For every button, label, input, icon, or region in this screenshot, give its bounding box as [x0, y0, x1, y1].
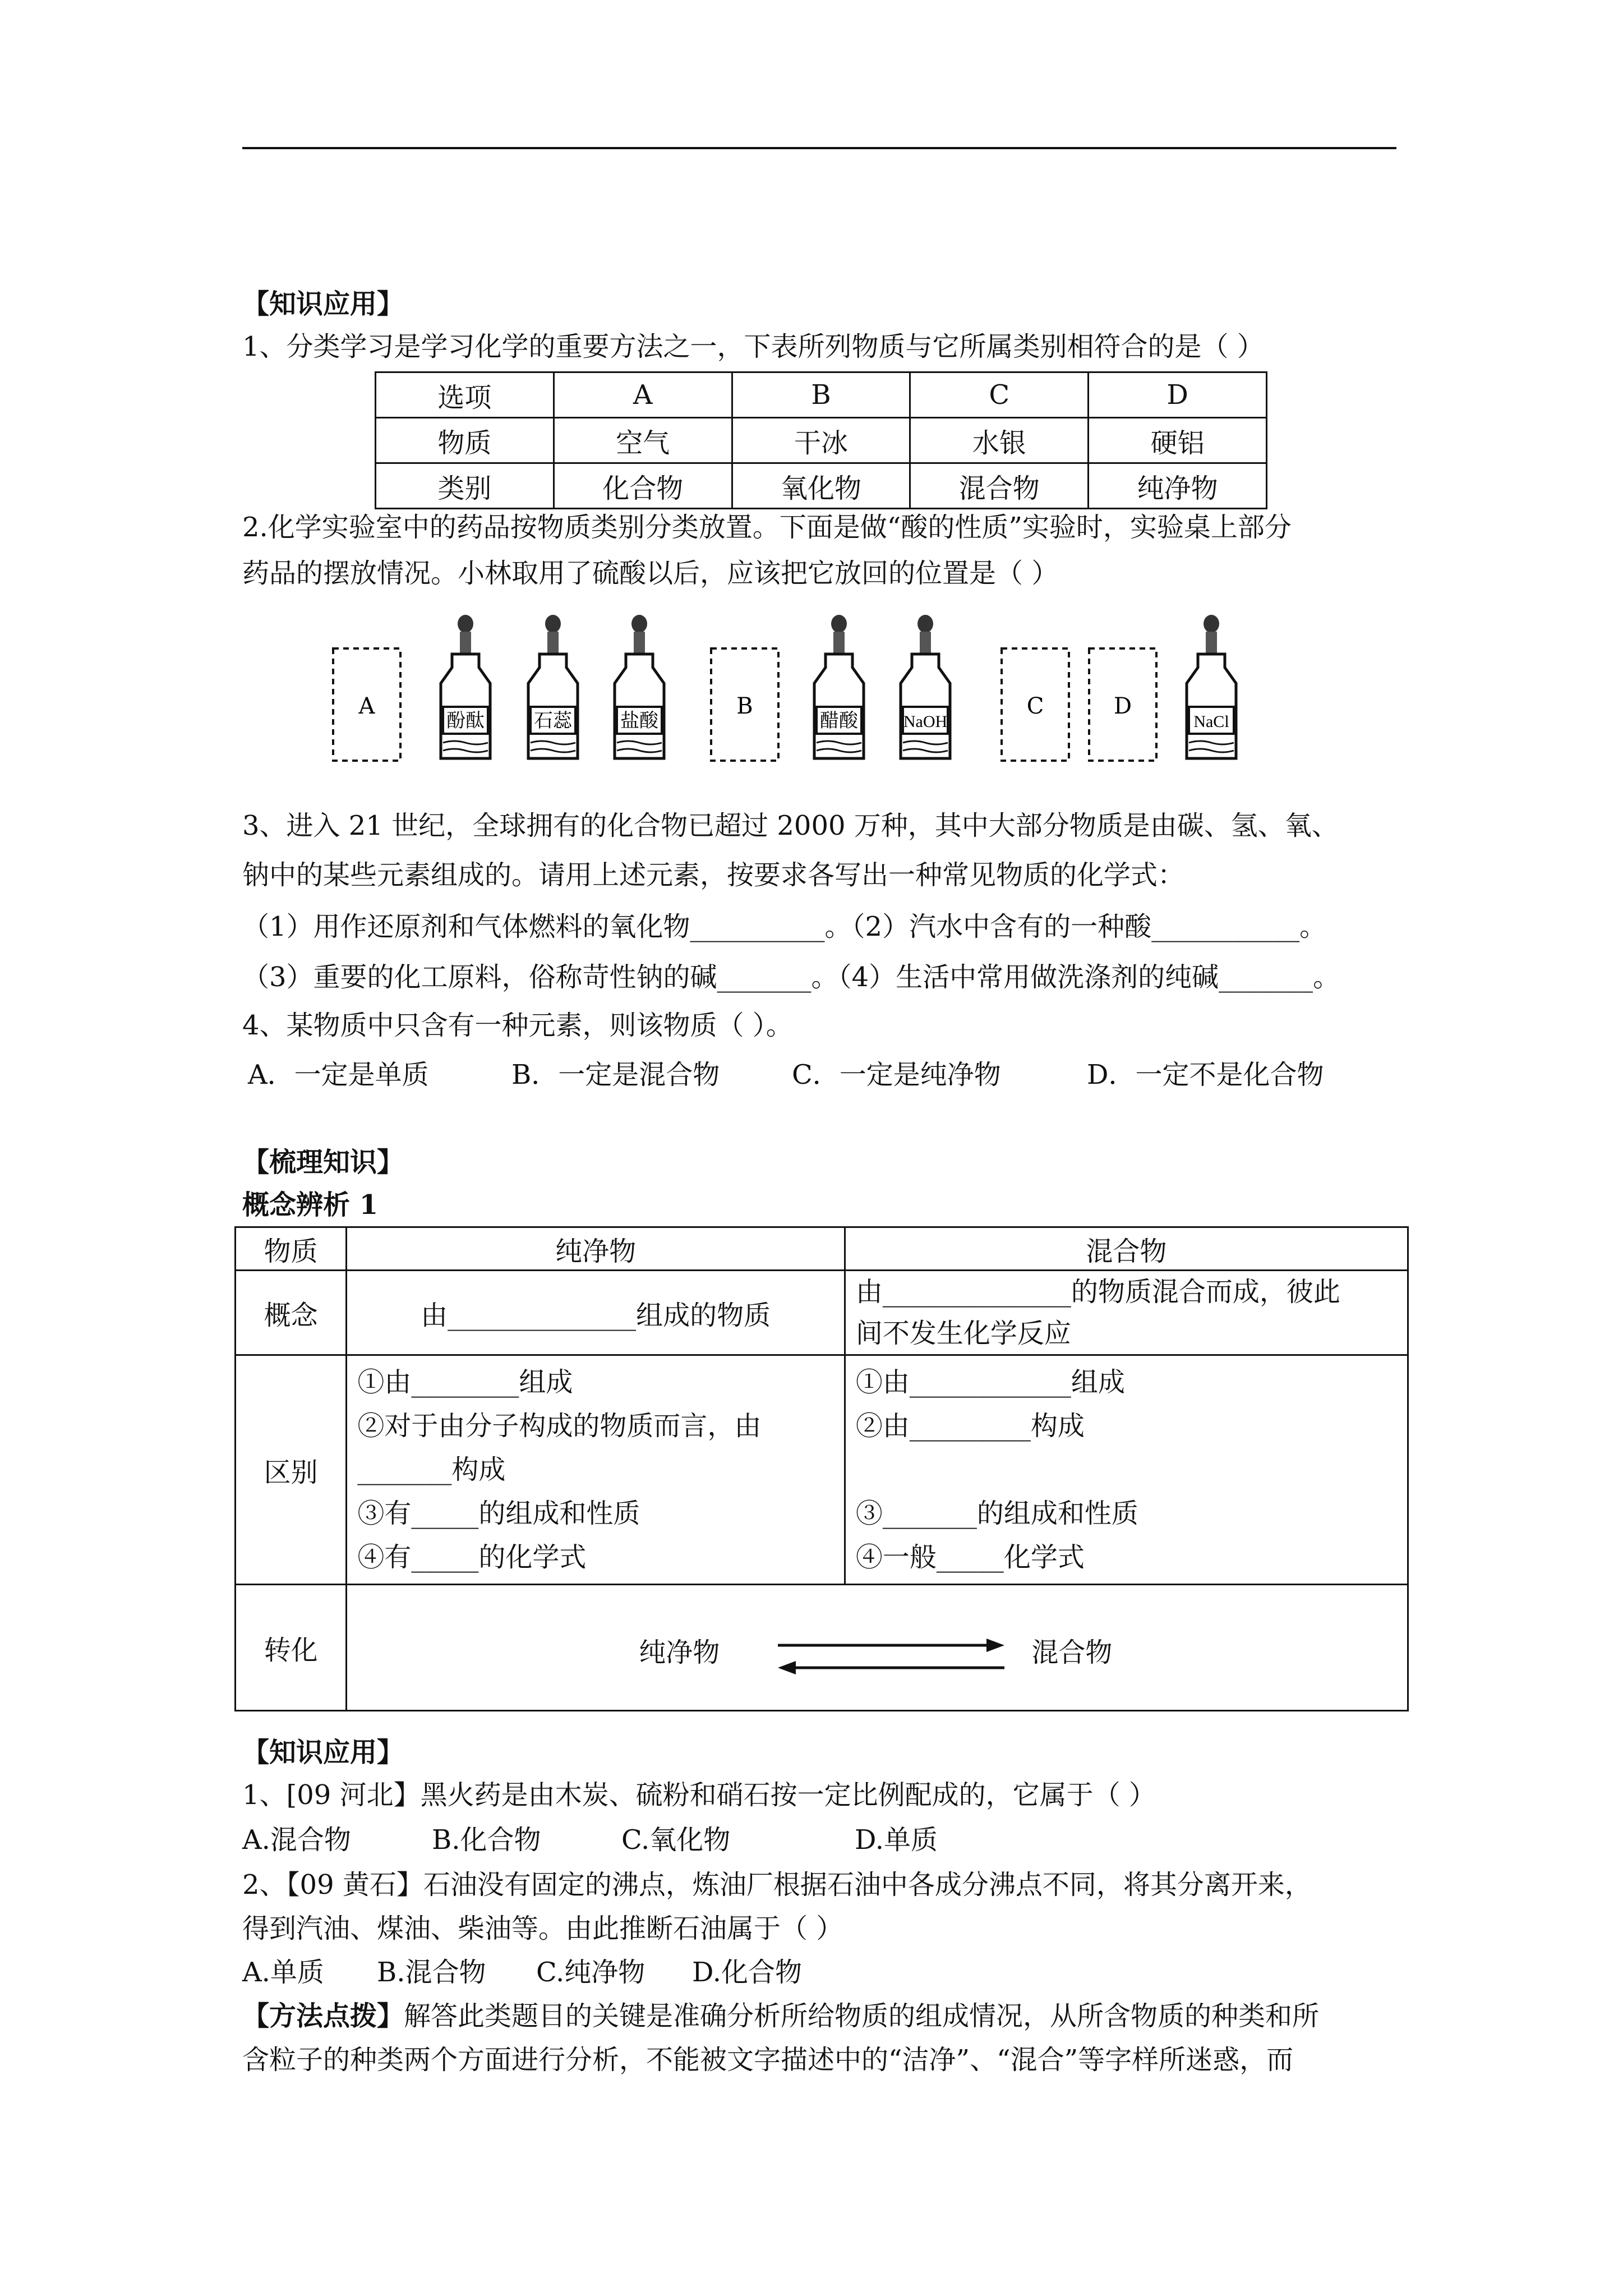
table-row — [376, 418, 1267, 463]
practice-1-option-d: D.单质 — [855, 1824, 938, 1856]
method-tip-text-1: 解答此类题目的关键是准确分析所给物质的组成情况，从所含物质的种类和所 — [404, 2000, 1320, 2032]
bottle-litmus — [528, 615, 578, 758]
bottle-label: NaOH — [903, 712, 948, 731]
difference-pure-line: ②对于由分子构成的物质而言，由 — [357, 1410, 762, 1442]
header-rule — [242, 147, 1396, 149]
difference-mixture-line: ②由_________构成 — [855, 1410, 1085, 1442]
practice-2-option-c: C.纯净物 — [536, 1957, 645, 1988]
practice-2-line-2: 得到汽油、煤油、柴油等。由此推断石油属于（ ） — [242, 1913, 843, 1944]
double-arrow-icon — [773, 1631, 1009, 1681]
table-cell: 纯净物 — [1089, 463, 1267, 509]
question-3-line-3: （1）用作还原剂和气体燃料的氧化物__________。（2）汽水中含有的一种酸___________。 — [242, 911, 1327, 942]
table-cell: 概念 — [236, 1271, 347, 1355]
table-cell: D — [1089, 372, 1267, 418]
difference-mixture-line — [856, 1448, 1397, 1492]
transformation-diagram — [347, 1591, 1407, 1704]
bottle-naoh — [901, 615, 950, 758]
table-cell: 区别 — [236, 1355, 347, 1585]
section-heading-application: 【知识应用】 — [242, 288, 404, 320]
transform-right-label: 混合物 — [1031, 1637, 1113, 1668]
difference-pure-line: ④有_____的化学式 — [357, 1542, 587, 1573]
question-4-text: 4、某物质中只含有一种元素，则该物质（ ）。 — [242, 1010, 793, 1041]
difference-mixture-line: ④一般_____化学式 — [855, 1542, 1085, 1573]
table-row — [236, 1271, 1408, 1355]
table-row — [376, 463, 1267, 509]
table-cell: 混合物 — [910, 463, 1089, 509]
table-cell: 由______________组成的物质 — [347, 1271, 845, 1355]
difference-pure-line: ③有_____的组成和性质 — [357, 1498, 640, 1529]
table-cell: 纯净物 — [347, 1227, 845, 1271]
practice-1-option-b: B.化合物 — [432, 1824, 541, 1856]
table-cell: 转化 — [236, 1585, 347, 1711]
table-cell: 空气 — [554, 418, 732, 463]
question-4-option-d: D．一定不是化合物 — [1087, 1059, 1324, 1091]
concept-mixture-line-1: 由______________的物质混合而成，彼此 — [855, 1276, 1340, 1308]
table-cell: 化合物 — [554, 463, 732, 509]
table-row — [376, 372, 1267, 418]
bottle-label: 醋酸 — [820, 710, 858, 732]
concept-subheading: 概念辨析 1 — [242, 1189, 379, 1221]
transformation-cell — [347, 1585, 1408, 1711]
method-tip-line-1 — [242, 1999, 1319, 2033]
table-row — [236, 1355, 1408, 1585]
question-2-line-2: 药品的摆放情况。小林取用了硫酸以后，应该把它放回的位置是（ ） — [242, 558, 1059, 589]
table-cell: B — [732, 372, 910, 418]
practice-2-option-d: D.化合物 — [692, 1957, 803, 1988]
table-cell: 类别 — [376, 463, 554, 509]
table-cell: 混合物 — [845, 1227, 1408, 1271]
difference-pure-line: _______构成 — [357, 1454, 506, 1485]
table-cell: 氧化物 — [732, 463, 910, 509]
question-3-line-1: 3、进入 21 世纪，全球拥有的化合物已超过 2000 万种，其中大部分物质是由碳、氢、氧、 — [242, 810, 1339, 841]
question-4-option-c: C．一定是纯净物 — [792, 1059, 1001, 1091]
practice-1-option-c: C.氧化物 — [621, 1824, 731, 1856]
method-tip-line-2: 含粒子的种类两个方面进行分析，不能被文字描述中的“洁净”、“混合”等字样所迷惑，而 — [242, 2044, 1294, 2076]
placeholder-slot-c — [1002, 648, 1069, 761]
difference-mixture-cell — [845, 1355, 1408, 1585]
slot-label: A — [358, 693, 375, 719]
practice-1-text: 1、[09 河北】黑火药是由木炭、硫粉和硝石按一定比例配成的，它属于（ ） — [242, 1779, 1156, 1811]
question-3-line-2: 钠中的某些元素组成的。请用上述元素，按要求各写出一种常见物质的化学式： — [242, 859, 1185, 891]
placeholder-slot-d — [1089, 648, 1156, 761]
table-cell: C — [910, 372, 1089, 418]
question-3-line-4: （3）重要的化工原料，俗称苛性钠的碱_______。（4）生活中常用做洗涤剂的纯碱_______。 — [242, 961, 1340, 993]
table-row — [236, 1585, 1408, 1711]
reagent-bottles-figure — [331, 611, 1262, 780]
practice-2-option-b: B.混合物 — [377, 1957, 486, 1988]
difference-mixture-line: ①由____________组成 — [855, 1366, 1125, 1398]
table-cell: 选项 — [376, 372, 554, 418]
difference-pure-cell — [347, 1355, 845, 1585]
placeholder-slot-a — [333, 648, 400, 761]
section-heading-review: 【梳理知识】 — [242, 1147, 404, 1178]
practice-1-option-a: A.混合物 — [242, 1824, 351, 1856]
bottle-label: NaCl — [1193, 712, 1229, 731]
question-4-option-a: A．一定是单质 — [248, 1059, 429, 1091]
concept-mixture-line-2: 间不发生化学反应 — [855, 1318, 1071, 1349]
classification-table — [375, 371, 1267, 509]
question-2-line-1: 2.化学实验室中的药品按物质类别分类放置。下面是做“酸的性质”实验时，实验桌上部分 — [242, 512, 1292, 543]
slot-label: C — [1026, 693, 1044, 719]
bottle-label: 酚酞 — [446, 710, 485, 732]
table-cell: A — [554, 372, 732, 418]
table-cell: 硬铝 — [1089, 418, 1267, 463]
table-cell: 物质 — [376, 418, 554, 463]
question-4-option-b: B．一定是混合物 — [511, 1059, 720, 1091]
slot-label: D — [1113, 693, 1132, 719]
concept-mixture-cell — [845, 1271, 1408, 1355]
transform-left-label: 纯净物 — [639, 1637, 720, 1668]
concept-table — [234, 1226, 1409, 1711]
practice-2-option-a: A.单质 — [242, 1957, 324, 1988]
section-heading-application-2: 【知识应用】 — [242, 1737, 404, 1768]
bottle-phenolphthalein — [441, 615, 490, 758]
placeholder-slot-b — [711, 648, 778, 761]
bottle-nacl — [1187, 615, 1236, 758]
bottle-hydrochloric-acid — [615, 615, 664, 758]
difference-mixture-line: ③_______的组成和性质 — [855, 1498, 1138, 1529]
bottle-label: 石蕊 — [534, 710, 572, 732]
table-row — [236, 1227, 1408, 1271]
method-tip-label: 【方法点拨】 — [242, 2000, 404, 2032]
table-cell: 物质 — [236, 1227, 347, 1271]
difference-pure-line: ①由________组成 — [357, 1366, 573, 1398]
slot-label: B — [736, 693, 753, 719]
table-cell: 水银 — [910, 418, 1089, 463]
bottle-acetic-acid — [814, 615, 864, 758]
practice-2-line-1: 2、【09 黄石】石油没有固定的沸点，炼油厂根据石油中各成分沸点不同，将其分离开来， — [242, 1869, 1312, 1901]
question-1-text: 1、分类学习是学习化学的重要方法之一，下表所列物质与它所属类别相符合的是（ ） — [242, 331, 1264, 362]
bottle-label: 盐酸 — [620, 710, 658, 732]
table-cell: 干冰 — [732, 418, 910, 463]
